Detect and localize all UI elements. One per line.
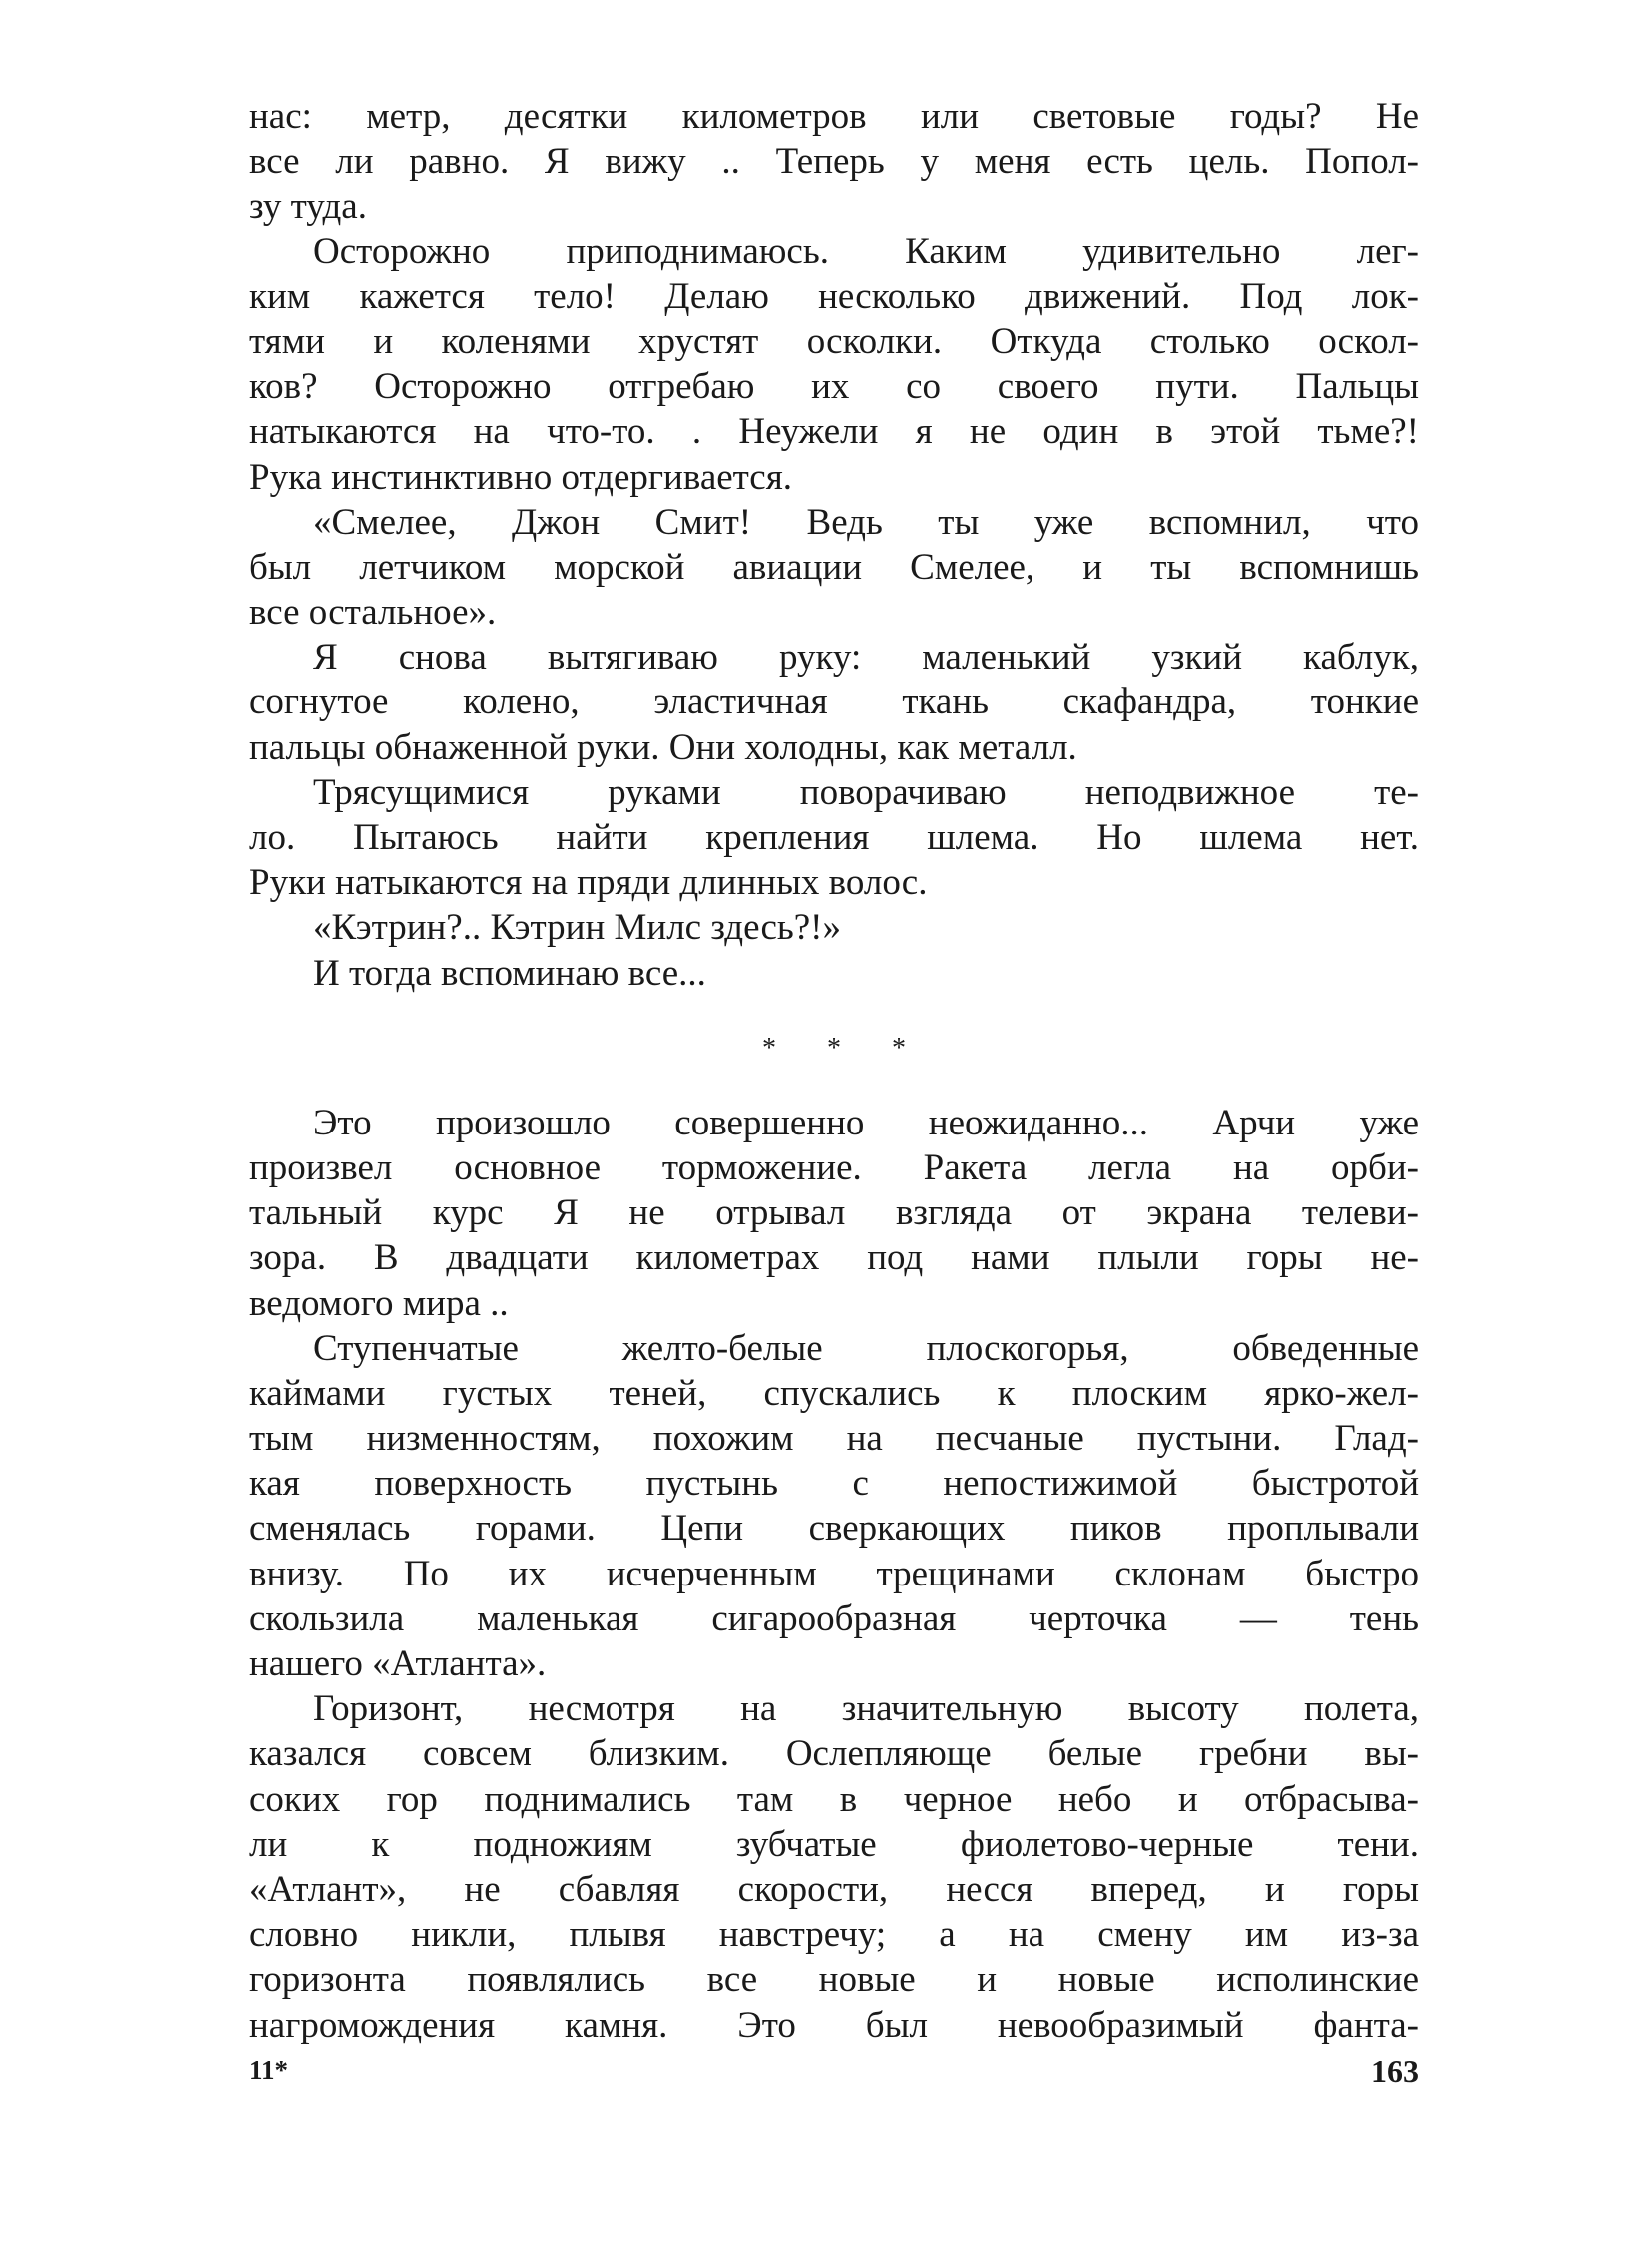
- paragraph: [249, 951, 1419, 996]
- text-line: внизу. По их исчерченным трещинами склонам быстро: [249, 1553, 1419, 1594]
- text-line: ло. Пытаюсь найти крепления шлема. Но шлема нет.: [249, 817, 1419, 858]
- text-line: нашего «Атланта».: [249, 1643, 547, 1684]
- text-line: «Смелее, Джон Смит! Ведь ты уже вспомнил, что: [313, 501, 1419, 543]
- text-line: тым низменностям, похожим на песчаные пустыни. Глад-: [249, 1418, 1419, 1460]
- text-line: казался совсем близким. Ослепляюще белые гребни вы-: [249, 1733, 1419, 1775]
- text-line: кая поверхность пустынь с непостижимой быстротой: [249, 1463, 1419, 1505]
- text-line: ли к подножиям зубчатые фиолетово-черные тени.: [249, 1823, 1419, 1865]
- text-line: все остальное».: [249, 592, 497, 634]
- text-line: каймами густых теней, спускались к плоским ярко-жел-: [249, 1372, 1419, 1414]
- paragraph: [249, 905, 1419, 950]
- paragraph: [249, 500, 1419, 636]
- text-line: Ступенчатые желто-белые плоскогорья, обведенные: [313, 1327, 1419, 1369]
- text-line: зу туда.: [249, 186, 367, 227]
- text-line: И тогда вспоминаю все...: [313, 952, 706, 994]
- text-line: Трясущимися руками поворачиваю неподвижное те-: [313, 771, 1419, 813]
- text-line: горизонта появлялись все новые и новые исполинские: [249, 1959, 1419, 2001]
- text-line: зора. В двадцати километрах под нами плыли горы не-: [249, 1237, 1419, 1279]
- text-line: словно никли, плывя навстречу; а на смену им из-за: [249, 1914, 1419, 1956]
- paragraph: [249, 1326, 1419, 1687]
- text-line: тями и коленями хрустят осколки. Откуда столько оскол-: [249, 320, 1419, 362]
- text-before-separator: [249, 94, 1419, 996]
- text-line: Осторожно приподнимаюсь. Каким удивительно лег-: [313, 230, 1419, 272]
- text-line: натыкаются на что-то. . Неужели я не один в этой тьме?!: [249, 411, 1419, 453]
- paragraph: [249, 1686, 1419, 2047]
- text-line: тальный курс Я не отрывал взгляда от экрана телеви-: [249, 1192, 1419, 1234]
- text-line: произвел основное торможение. Ракета легла на орби-: [249, 1146, 1419, 1188]
- page-body: [249, 94, 1419, 2047]
- text-line: ким кажется тело! Делаю несколько движений. Под лок-: [249, 275, 1419, 317]
- page-footer: [249, 2053, 1419, 2093]
- text-line: соких гор поднимались там в черное небо и отбрасыва-: [249, 1778, 1419, 1820]
- text-line: «Атлант», не сбавляя скорости, несся вперед, и горы: [249, 1868, 1419, 1910]
- text-line: согнутое колено, эластичная ткань скафандра, тонкие: [249, 681, 1419, 723]
- text-line: Рука инстинктивно отдергивается.: [249, 456, 792, 498]
- text-line: «Кэтрин?.. Кэтрин Милс здесь?!»: [313, 907, 842, 949]
- paragraph: [249, 770, 1419, 906]
- page-number: 163: [1371, 2053, 1419, 2089]
- text-line: ведомого мира ..: [249, 1282, 509, 1324]
- text-line: пальцы обнаженной руки. Они холодны, как металл.: [249, 726, 1077, 768]
- paragraph: [249, 94, 1419, 229]
- text-line: нагромождения камня. Это был невообразимый фанта-: [249, 2004, 1419, 2045]
- text-line: ков? Осторожно отгребаю их со своего пути. Пальцы: [249, 366, 1419, 408]
- text-line: все ли равно. Я вижу .. Теперь у меня есть цель. Попол-: [249, 141, 1419, 183]
- text-line: сменялась горами. Цепи сверкающих пиков проплывали: [249, 1508, 1419, 1550]
- text-line: нас: метр, десятки километров или световые годы? Не: [249, 96, 1419, 137]
- paragraph: [249, 1101, 1419, 1326]
- text-line: Это произошло совершенно неожиданно... Арчи уже: [313, 1102, 1419, 1143]
- paragraph: [249, 229, 1419, 500]
- signature-mark: 11*: [249, 2055, 289, 2085]
- paragraph: [249, 635, 1419, 770]
- text-line: Руки натыкаются на пряди длинных волос.: [249, 862, 928, 904]
- text-line: Я снова вытягиваю руку: маленький узкий каблук,: [313, 637, 1419, 679]
- text-line: был летчиком морской авиации Смелее, и ты вспомнишь: [249, 546, 1419, 588]
- text-line: Горизонт, несмотря на значительную высоту полета,: [313, 1688, 1419, 1730]
- text-line: скользила маленькая сигарообразная черточка — тень: [249, 1597, 1419, 1639]
- section-separator: * * *: [762, 1032, 928, 1064]
- text-after-separator: [249, 1101, 1419, 2047]
